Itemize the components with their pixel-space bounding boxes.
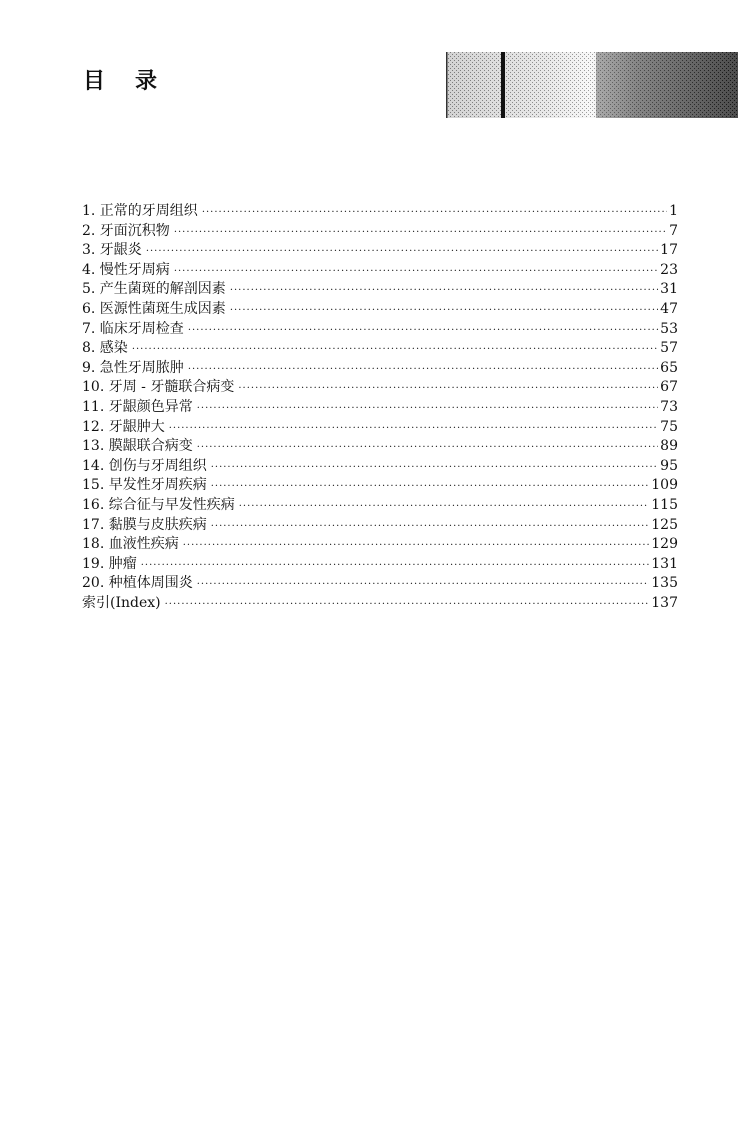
toc-entry-title: 4. 慢性牙周病 [82, 261, 170, 278]
toc-entry-title: 20. 种植体周围炎 [82, 575, 193, 592]
toc-entry-page: 109 [651, 477, 678, 494]
toc-entry[interactable] [82, 476, 678, 496]
toc-entry-title: 10. 牙周 - 牙髓联合病变 [82, 379, 235, 396]
toc-entry-title: 18. 血液性疾病 [82, 536, 179, 553]
table-of-contents [82, 202, 678, 613]
toc-entry-title: 19. 肿瘤 [82, 555, 137, 572]
toc-entry-title: 14. 创伤与牙周组织 [82, 457, 207, 474]
toc-entry-page: 73 [660, 398, 678, 415]
toc-entry-page: 95 [660, 457, 678, 474]
toc-entry-title: 2. 牙面沉积物 [82, 222, 170, 239]
toc-entry[interactable] [82, 457, 678, 477]
toc-entry-title: 13. 膜龈联合病变 [82, 438, 193, 455]
leader-dots [197, 438, 658, 458]
leader-dots [188, 321, 658, 341]
toc-entry[interactable] [82, 300, 678, 320]
toc-entry[interactable] [82, 378, 678, 398]
toc-entry-page: 131 [651, 555, 678, 572]
leader-dots [141, 556, 650, 576]
toc-entry-page: 125 [651, 516, 678, 533]
toc-entry-page: 7 [669, 222, 678, 239]
toc-entry-page: 23 [660, 261, 678, 278]
page-title [83, 64, 157, 95]
leader-dots [197, 575, 650, 595]
toc-entry-title: 11. 牙龈颜色异常 [82, 398, 193, 415]
leader-dots [132, 340, 658, 360]
toc-entry-page: 53 [660, 320, 678, 337]
toc-entry-title: 1. 正常的牙周组织 [82, 203, 198, 219]
decorative-banner [446, 52, 738, 118]
toc-entry-title: 索引(Index) [82, 594, 161, 611]
toc-entry[interactable] [82, 320, 678, 340]
toc-entry-page: 115 [651, 496, 678, 513]
toc-entry[interactable] [82, 261, 678, 281]
leader-dots [238, 379, 658, 399]
leader-dots [211, 517, 650, 537]
toc-entry-title: 5. 产生菌斑的解剖因素 [82, 281, 226, 298]
toc-entry[interactable] [82, 202, 678, 222]
toc-entry[interactable] [82, 280, 678, 300]
toc-entry-title: 7. 临床牙周检查 [82, 320, 184, 337]
toc-entry[interactable] [82, 398, 678, 418]
toc-entry-page: 31 [660, 281, 678, 298]
toc-entry-title: 9. 急性牙周脓肿 [82, 359, 184, 376]
toc-entry[interactable] [82, 222, 678, 242]
toc-entry[interactable] [82, 535, 678, 555]
title-char-2: 录 [135, 69, 158, 94]
toc-entry[interactable] [82, 574, 678, 594]
toc-entry-title: 16. 综合征与早发性疾病 [82, 496, 235, 513]
toc-entry-title: 6. 医源性菌斑生成因素 [82, 300, 226, 317]
toc-entry-page: 89 [660, 438, 678, 455]
toc-entry-page: 67 [660, 379, 678, 396]
leader-dots [202, 203, 667, 223]
toc-entry[interactable] [82, 516, 678, 536]
toc-entry-title: 12. 牙龈肿大 [82, 418, 165, 435]
toc-entry-title: 17. 黏膜与皮肤疾病 [82, 516, 207, 533]
toc-entry[interactable] [82, 594, 678, 614]
toc-entry-page: 135 [651, 575, 678, 592]
toc-entry[interactable] [82, 418, 678, 438]
leader-dots [197, 399, 658, 419]
toc-entry[interactable] [82, 555, 678, 575]
toc-entry[interactable] [82, 496, 678, 516]
leader-dots [183, 536, 650, 556]
leader-dots [230, 301, 658, 321]
toc-entry[interactable] [82, 437, 678, 457]
toc-entry-title: 15. 早发性牙周疾病 [82, 477, 207, 494]
toc-entry[interactable] [82, 359, 678, 379]
toc-entry-page: 129 [651, 536, 678, 553]
toc-entry-page: 57 [660, 340, 678, 357]
title-char-1: 目 [83, 69, 106, 94]
toc-entry[interactable] [82, 241, 678, 261]
leader-dots [188, 360, 658, 380]
leader-dots [239, 497, 650, 517]
leader-dots [211, 477, 650, 497]
toc-entry-page: 47 [660, 300, 678, 317]
leader-dots [165, 595, 650, 615]
toc-entry-page: 17 [660, 242, 678, 259]
leader-dots [146, 242, 658, 262]
toc-entry[interactable] [82, 339, 678, 359]
leader-dots [174, 223, 667, 243]
toc-entry-page: 1 [669, 203, 678, 219]
toc-entry-title: 3. 牙龈炎 [82, 242, 142, 259]
toc-entry-page: 75 [660, 418, 678, 435]
toc-entry-page: 65 [660, 359, 678, 376]
toc-entry-page: 137 [651, 594, 678, 611]
leader-dots [169, 419, 658, 439]
leader-dots [211, 458, 658, 478]
leader-dots [174, 262, 658, 282]
toc-entry-title: 8. 感染 [82, 340, 128, 357]
leader-dots [230, 281, 658, 301]
